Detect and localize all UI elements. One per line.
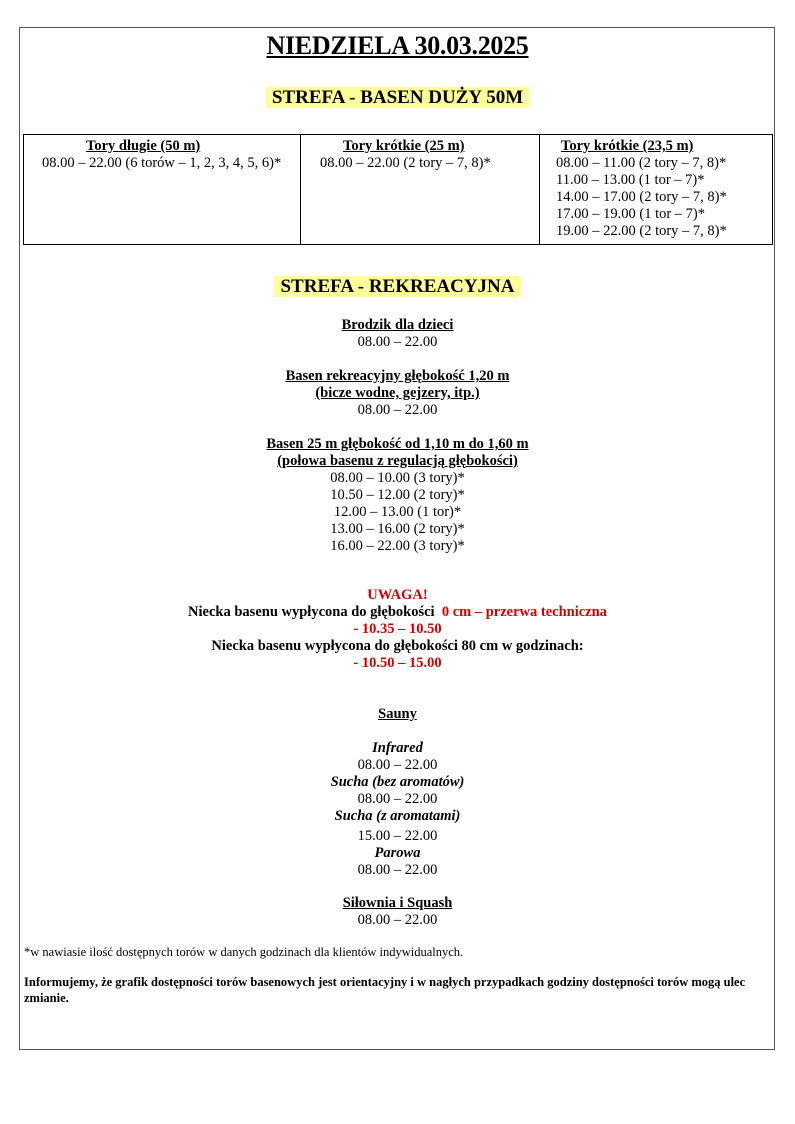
- lanes-long-time: 08.00 – 22.00 (6 torów – 1, 2, 3, 4, 5, 6)*: [42, 155, 282, 171]
- basen25-time: 12.00 – 13.00 (1 tor)*: [333, 504, 462, 520]
- basen25-time: 10.50 – 12.00 (2 tory)*: [330, 487, 465, 503]
- warning-line1-red: 0 cm – przerwa techniczna: [441, 604, 607, 620]
- brodzik-section: [0, 317, 795, 351]
- sauna-name: Parowa: [374, 845, 421, 861]
- lanes-short235-time: 08.00 – 11.00 (2 tory – 7, 8)*: [556, 155, 727, 171]
- brodzik-title: Brodzik dla dzieci: [341, 317, 454, 333]
- rekreacyjny-subtitle: (bicze wodne, gejzery, itp.): [315, 385, 480, 401]
- rekreacyjny-section: [0, 368, 795, 419]
- sauna-name: Infrared: [372, 740, 423, 756]
- lanes-long-header: Tory długie (50 m): [86, 138, 201, 154]
- warning-line2: Niecka basenu wypłycona do głębokości 80 cm w godzinach:: [211, 638, 584, 654]
- sauny-title: Sauny: [378, 706, 417, 722]
- basen25-section: [0, 436, 795, 555]
- sauna-time: 08.00 – 22.00: [357, 757, 438, 773]
- lanes-short235-time: 11.00 – 13.00 (1 tor – 7)*: [556, 172, 705, 188]
- basen25-time: 13.00 – 16.00 (2 tory)*: [330, 521, 465, 537]
- lanes-short235-cell: [540, 135, 773, 245]
- basen25-title: Basen 25 m głębokość od 1,10 m do 1,60 m: [266, 436, 529, 452]
- rekreacyjny-time: 08.00 – 22.00: [357, 402, 438, 418]
- sauny-section: [0, 706, 795, 879]
- lanes-short25-header: Tory krótkie (25 m): [343, 138, 465, 154]
- warning-time1: - 10.35 – 10.50: [353, 621, 442, 637]
- warning-label: UWAGA!: [367, 587, 428, 603]
- brodzik-time: 08.00 – 22.00: [357, 334, 438, 350]
- page-title: NIEDZIELA 30.03.2025: [266, 31, 529, 60]
- lanes-table: [23, 134, 773, 245]
- lanes-short235-time: 14.00 – 17.00 (2 tory – 7, 8)*: [556, 189, 727, 205]
- sauna-time: 08.00 – 22.00: [357, 791, 438, 807]
- warning-line1: Niecka basenu wypłycona do głębokości: [188, 604, 435, 620]
- sauna-name: Sucha (bez aromatów): [330, 774, 465, 790]
- warning-section: [0, 587, 795, 672]
- basen25-time: 16.00 – 22.00 (3 tory)*: [330, 538, 465, 554]
- sauna-time: 08.00 – 22.00: [357, 862, 438, 878]
- lanes-short25-cell: [301, 135, 540, 245]
- zone-big-pool-heading: STREFA - BASEN DUŻY 50M: [0, 87, 795, 109]
- lanes-short25-time: 08.00 – 22.00 (2 tory – 7, 8)*: [320, 155, 491, 171]
- silownia-section: [0, 895, 795, 929]
- lanes-short235-time: 19.00 – 22.00 (2 tory – 7, 8)*: [556, 223, 727, 239]
- silownia-title: Siłownia i Squash: [342, 895, 453, 911]
- basen25-time: 08.00 – 10.00 (3 tory)*: [330, 470, 465, 486]
- sauna-time: 15.00 – 22.00: [357, 828, 438, 844]
- lanes-long-cell: [24, 135, 301, 245]
- warning-time2: - 10.50 – 15.00: [353, 655, 442, 671]
- zone-recreation-heading: STREFA - REKREACYJNA: [0, 276, 795, 298]
- footnote: *w nawiasie ilość dostępnych torów w danych godzinach dla klientów indywidualnych.: [24, 945, 464, 959]
- disclaimer: Informujemy, że grafik dostępności torów basenowych jest orientacyjny i w nagłych przypadkach godziny dostępności torów mogą ulec zmianie.: [24, 975, 746, 1005]
- silownia-time: 08.00 – 22.00: [357, 912, 438, 928]
- lanes-short235-time: 17.00 – 19.00 (1 tor – 7)*: [556, 206, 706, 222]
- rekreacyjny-title: Basen rekreacyjny głębokość 1,20 m: [285, 368, 510, 384]
- lanes-short235-header: Tory krótkie (23,5 m): [561, 138, 694, 154]
- basen25-subtitle: (połowa basenu z regulacją głębokości): [277, 453, 518, 469]
- sauna-name: Sucha (z aromatami): [334, 808, 461, 824]
